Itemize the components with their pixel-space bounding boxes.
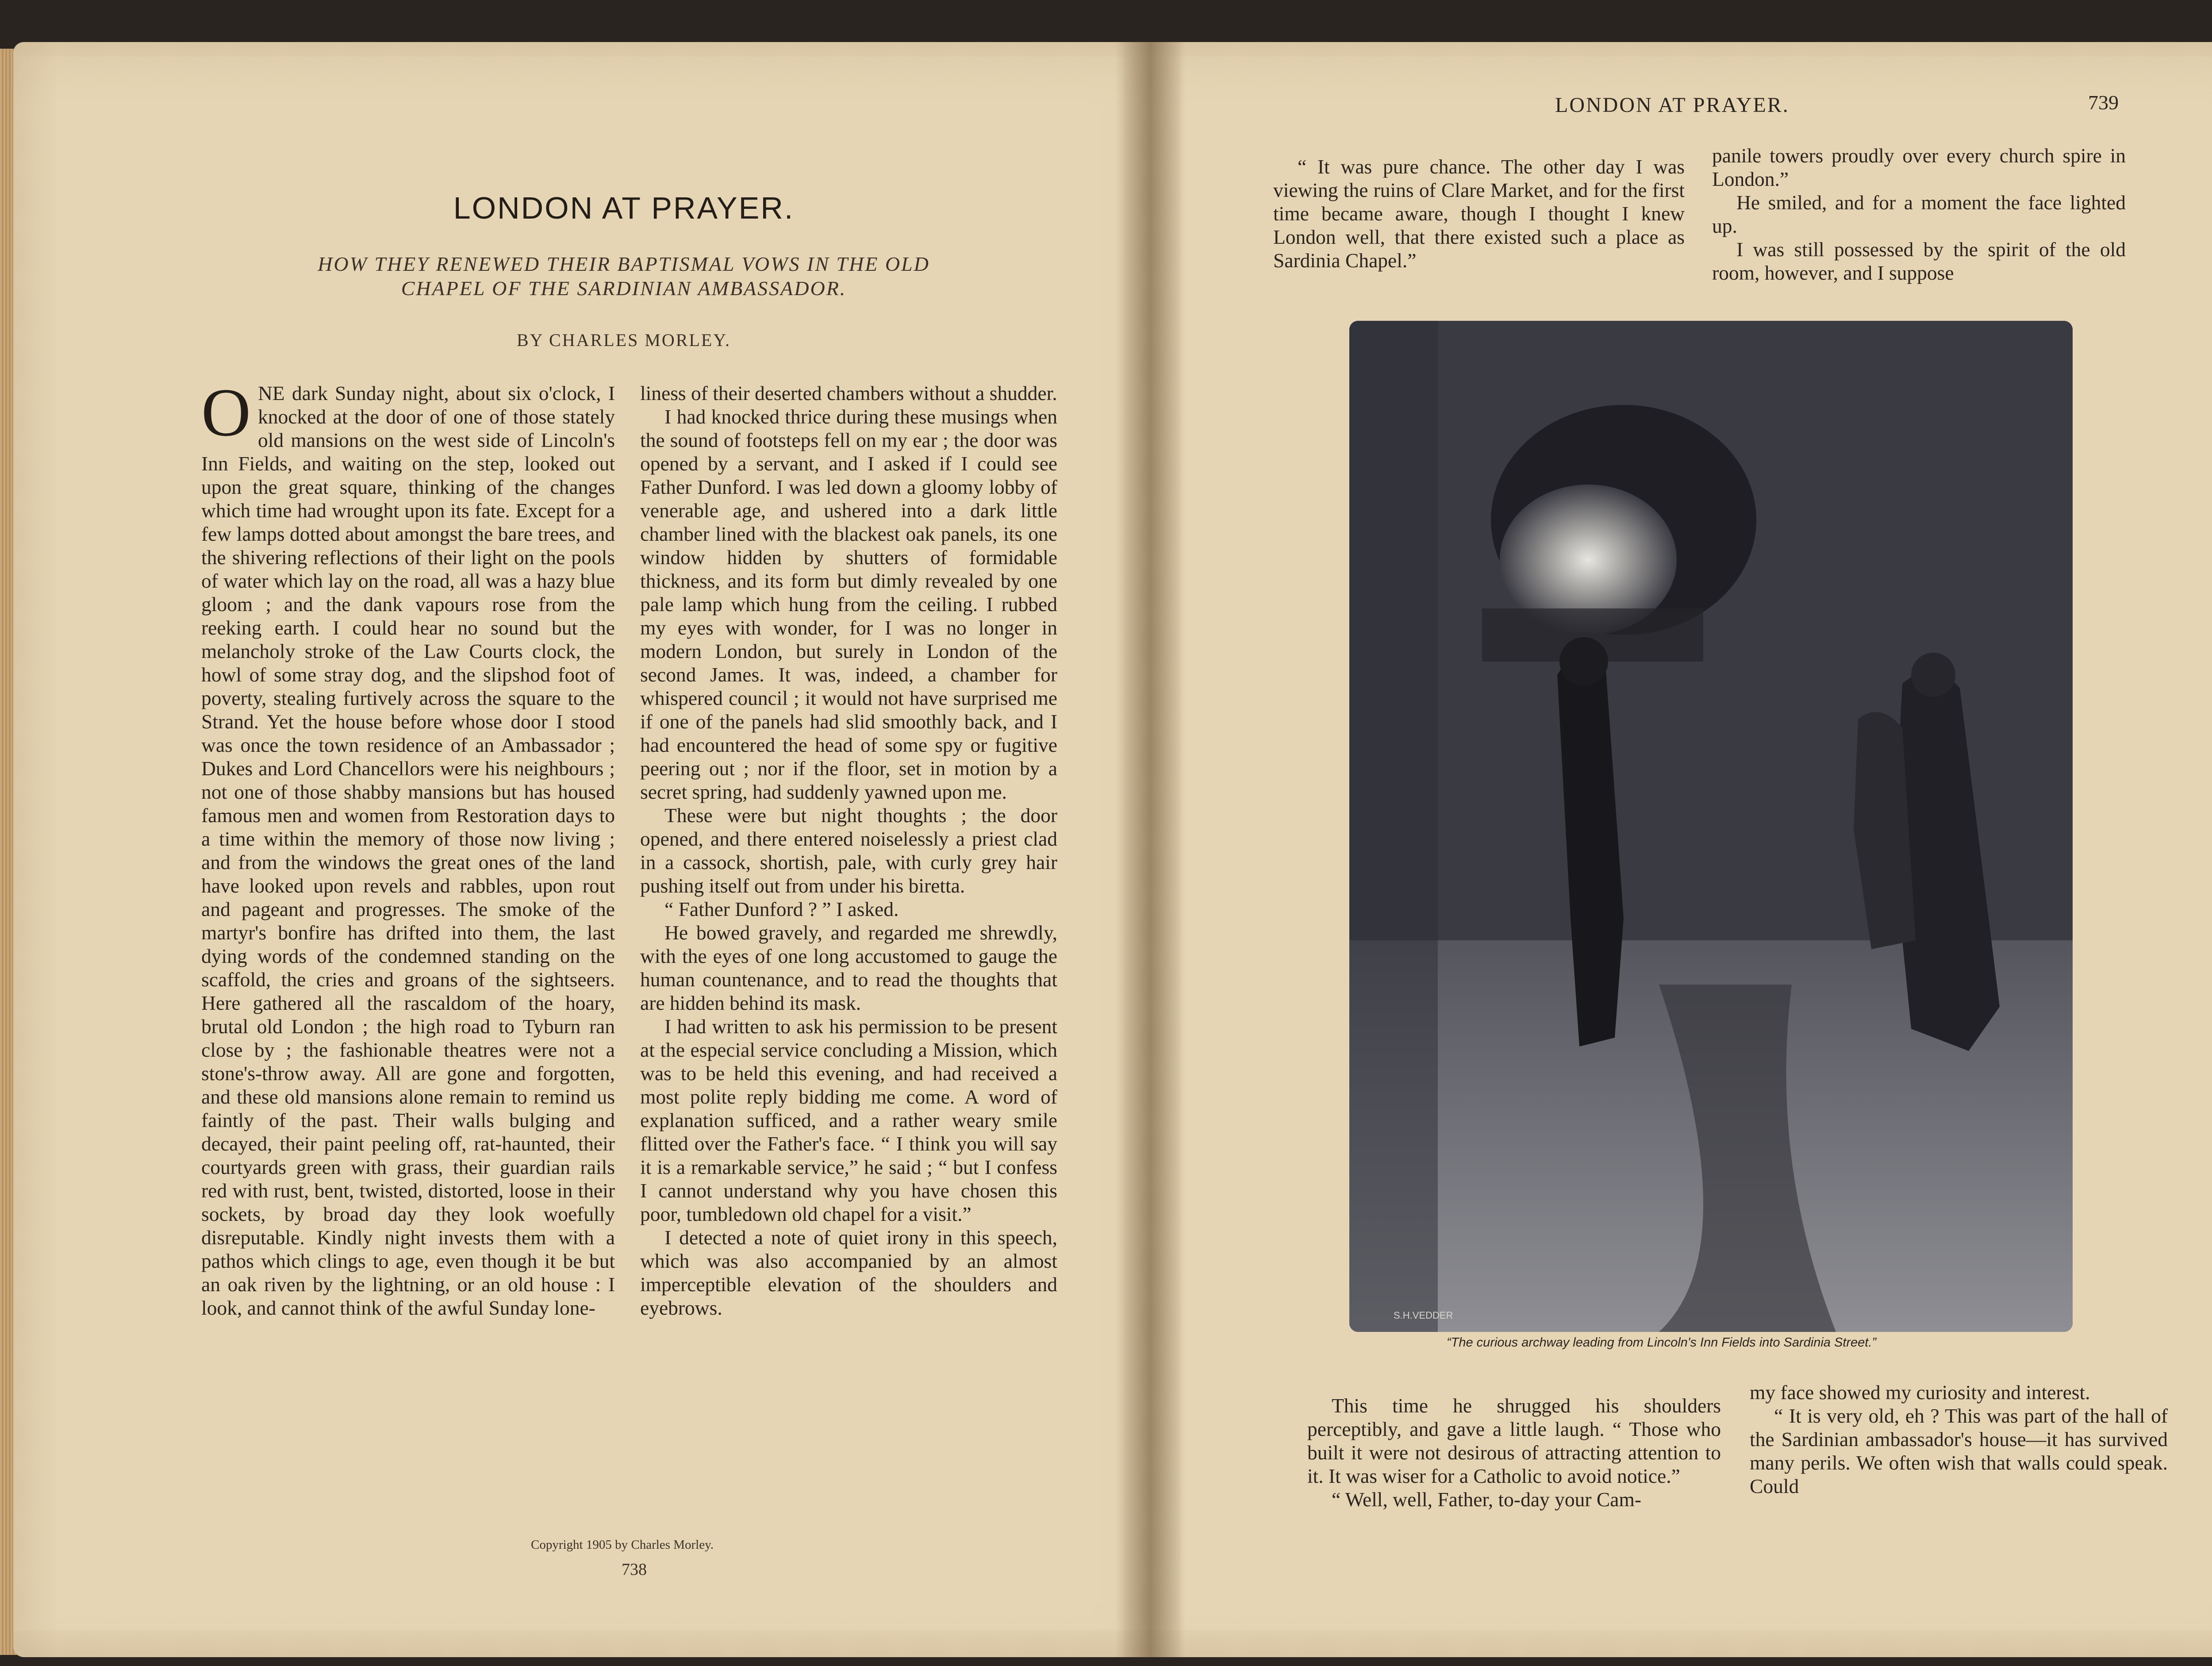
- running-head: LONDON AT PRAYER.: [1555, 93, 1790, 117]
- paragraph: I detected a note of quiet irony in this speech, which was also accompanied by an almost imperceptible elevation of the shoulders and eyebrows.: [640, 1226, 1057, 1319]
- drop-cap: O: [201, 374, 251, 450]
- paragraph: I had knocked thrice during these musings when the sound of footsteps fell on my ear ; the door was opened by a servant, and I asked if I could see Father Dunford. I was led down a gloomy lobby of venerable age, and ushered into a dark little chamber lined with the blackest oak panels, its one window hidden by shutters of formidable thickness, and its form but dimly revealed by one pale lamp which hung from the ceiling. I rubbed my eyes with wonder, for I was no longer in modern London, but surely in London of the second James. It was, indeed, a chamber for whispered council ; it would not have surprised me if one of the panels had slid smoothly back, and I had encountered the head of some spy or fugitive peering out ; nor if the floor, set in motion by a secret spring, had suddenly yawned upon me.: [640, 405, 1057, 803]
- paragraph: He bowed gravely, and regarded me shrewdly, with the eyes of one long accustomed to gauge the human countenance, and to read the thoughts that are hidden behind its mask.: [640, 921, 1057, 1014]
- article-subtitle-line1: HOW THEY RENEWED THEIR BAPTISMAL VOWS IN THE OLD: [318, 253, 930, 275]
- paragraph: This time he shrugged his shoulders perceptibly, and gave a little laugh. “ Those who built it were not desirous of attracting attention to it. It was wiser for a Catholic to avoid notice.”: [1307, 1394, 1721, 1487]
- right-top-column-2: [1712, 144, 2126, 285]
- paragraph: my face showed my curiosity and interest.: [1750, 1381, 2090, 1404]
- paragraph: “ It was pure chance. The other day I was viewing the ruins of Clare Market, and for the first time became aware, though I thought I knew London well, that there existed such a place as Sardinia Chapel.”: [1273, 155, 1685, 272]
- article-title: LONDON AT PRAYER.: [453, 191, 795, 225]
- paragraph: He smiled, and for a moment the face lighted up.: [1712, 191, 2126, 237]
- byline: BY CHARLES MORLEY.: [516, 330, 731, 350]
- right-bottom-column-2: [1750, 1381, 2168, 1498]
- paragraph: “ Well, well, Father, to-day your Cam-: [1332, 1488, 1642, 1511]
- copyright-note: Copyright 1905 by Charles Morley.: [531, 1538, 714, 1552]
- book-gutter: [1115, 42, 1186, 1657]
- illustration-signature: S.H.VEDDER: [1394, 1310, 1453, 1321]
- paragraph: liness of their deserted chambers without a shudder.: [640, 382, 1057, 404]
- right-top-column-1: [1273, 155, 1685, 272]
- right-bottom-column-1: [1307, 1394, 1721, 1511]
- archway-illustration: [1349, 321, 2073, 1332]
- paragraph: panile towers proudly over every church spire in London.”: [1712, 144, 2126, 190]
- paragraph: I had written to ask his permission to be present at the especial service concluding a Mission, which was to be held this evening, and had received a most polite reply bidding me come. A word of explanation sufficed, and a rather weary smile flitted over the Father's face. “ I think you will say it is a remarkable service,” he said ; “ but I confess I cannot understand why you have chosen this poor, tumbledown old chapel for a visit.”: [640, 1015, 1057, 1225]
- paragraph: I was still possessed by the spirit of the old room, however, and I suppose: [1712, 238, 2126, 284]
- illustration-caption: “The curious archway leading from Lincoln's Inn Fields into Sardinia Street.”: [1447, 1335, 1877, 1350]
- article-subtitle-line2: CHAPEL OF THE SARDINIAN AMBASSADOR.: [401, 277, 847, 300]
- paragraph: “ It is very old, eh ? This was part of the hall of the Sardinian ambassador's house—it has survived many perils. We often wish that walls could speak. Could: [1750, 1404, 2168, 1497]
- paragraph: “ Father Dunford ? ” I asked.: [664, 898, 899, 920]
- paragraph: These were but night thoughts ; the door opened, and there entered noiselessly a priest clad in a cassock, shortish, pale, with curly grey hair pushing itself out from under his biretta.: [640, 804, 1057, 897]
- page-number-left: 738: [622, 1560, 647, 1579]
- left-column-1: [201, 374, 615, 1320]
- page-number-right: 739: [2088, 91, 2119, 114]
- column1-text: NE dark Sunday night, about six o'clock, I knocked at the door of one of those stately old mansions on the west side of Lincoln's Inn Fields, and waiting on the step, looked out upon the great square, thinking of the changes which time had wrought upon its fate. Except for a few lamps dotted about amongst the bare trees, and the shivering reflections of their light on the pools of water which lay on the road, all was a hazy blue gloom ; and the dank vapours rose from the reeking earth. I could hear no sound but the melancholy stroke of the Law Courts clock, the howl of some stray dog, and the slipshod foot of poverty, stealing furtively across the square to the Strand. Yet the house before whose door I stood was once the town residence of an Ambassador ; Dukes and Lord Chancellors were his neighbours ; not one of those shabby mansions but has housed famous men and women from Restoration days to a time within the memory of those now living ; and from the windows the great ones of the land have looked upon revels and rabbles, upon rout and pageant and progresses. The smoke of the martyr's bonfire has drifted into them, the last dying words of the condemned standing on the scaffold, the cries and groans of the sightseers. Here gathered all the rascaldom of the hoary, brutal old London ; the high road to Tyburn ran close by ; the fashionable theatres were not a stone's-throw away. All are gone and forgotten, and these old mansions alone remain to remind us faintly of the past. Their walls bulging and decayed, their paint peeling off, rat-haunted, their courtyards green with grass, their guardian rails red with rust, bent, twisted, distorted, loose in their sockets, by broad day they look woefully disreputable. Kindly night invests them with a pathos which clings to age, even though it be but an oak riven by the lightning, or an old house : I look, and cannot think of the awful Sunday lone-: [201, 382, 615, 1319]
- left-column-2: [640, 381, 1057, 1320]
